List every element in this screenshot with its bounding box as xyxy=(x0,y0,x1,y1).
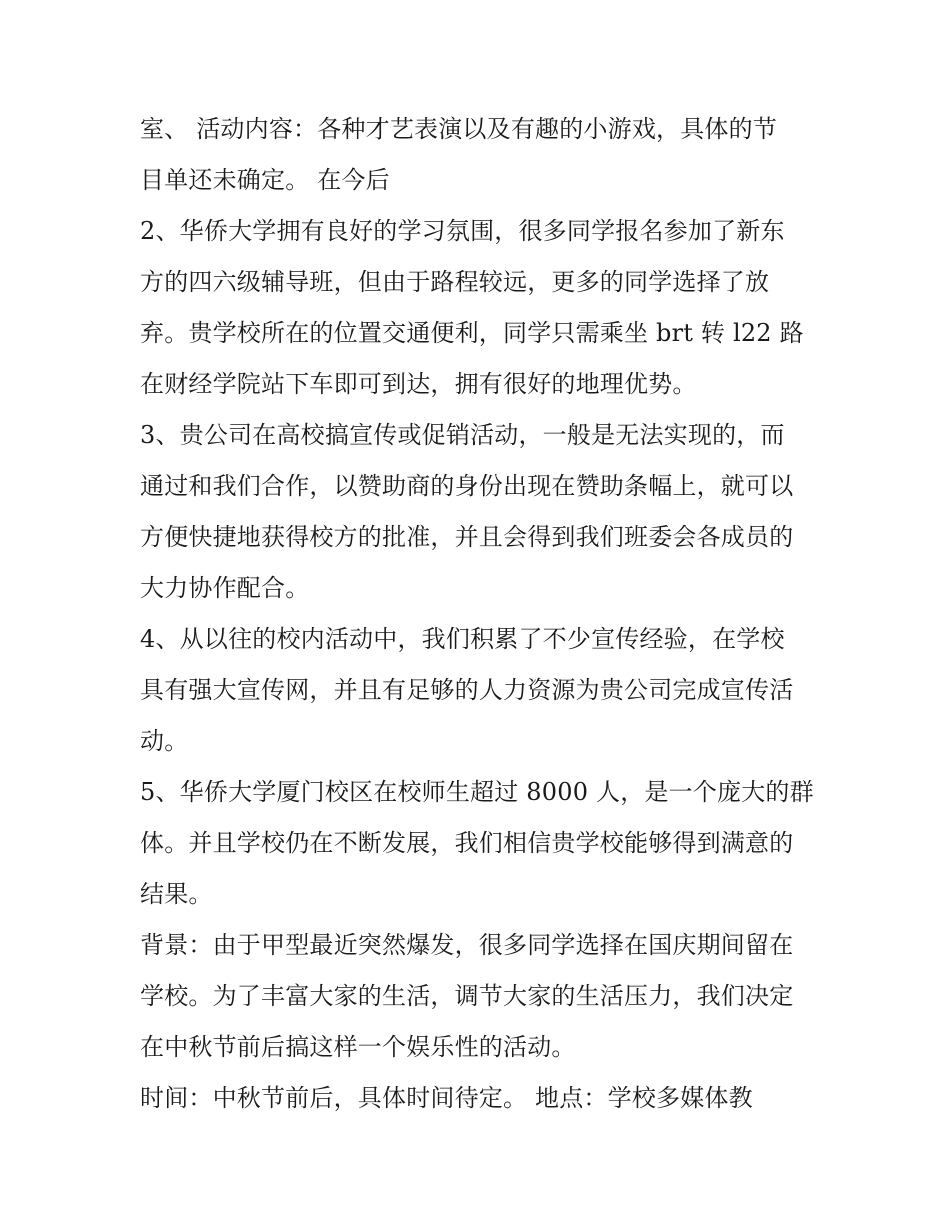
text-line: 通过和我们合作，以赞助商的身份出现在赞助条幅上，就可以 xyxy=(140,472,794,500)
text-line: 方的四六级辅导班，但由于路程较远，更多的同学选择了放 xyxy=(140,268,770,296)
text-line: 背景：由于甲型最近突然爆发，很多同学选择在国庆期间留在 xyxy=(140,931,794,959)
text-line: 4、从以往的校内活动中，我们积累了不少宣传经验，在学校 xyxy=(140,625,785,653)
text-line: 5、华侨大学厦门校区在校师生超过 8000 人，是一个庞大的群 xyxy=(140,778,814,806)
text-line: 时间：中秋节前后，具体时间待定。 地点：学校多媒体教 xyxy=(140,1084,753,1112)
text-line: 目单还未确定。 在今后 xyxy=(140,166,390,194)
text-line: 动。 xyxy=(140,727,189,755)
text-line: 弃。贵学校所在的位置交通便利，同学只需乘坐 brt 转 l22 路 xyxy=(140,319,804,347)
text-line: 2、华侨大学拥有良好的学习氛围，很多同学报名参加了新东 xyxy=(140,217,785,245)
text-line: 在中秋节前后搞这样一个娱乐性的活动。 xyxy=(140,1033,576,1061)
text-line: 体。并且学校仍在不断发展，我们相信贵学校能够得到满意的 xyxy=(140,829,794,857)
text-line: 具有强大宣传网，并且有足够的人力资源为贵公司完成宣传活 xyxy=(140,676,794,704)
text-line: 方便快捷地获得校方的批准，并且会得到我们班委会各成员的 xyxy=(140,523,794,551)
document-body xyxy=(140,104,820,1124)
text-line: 室、 活动内容：各种才艺表演以及有趣的小游戏，具体的节 xyxy=(140,115,778,143)
text-line: 结果。 xyxy=(140,880,213,908)
text-line: 学校。为了丰富大家的生活，调节大家的生活压力，我们决定 xyxy=(140,982,794,1010)
text-line: 在财经学院站下车即可到达，拥有很好的地理优势。 xyxy=(140,370,697,398)
text-line: 3、贵公司在高校搞宣传或促销活动，一般是无法实现的，而 xyxy=(140,421,785,449)
text-line: 大力协作配合。 xyxy=(140,574,310,602)
